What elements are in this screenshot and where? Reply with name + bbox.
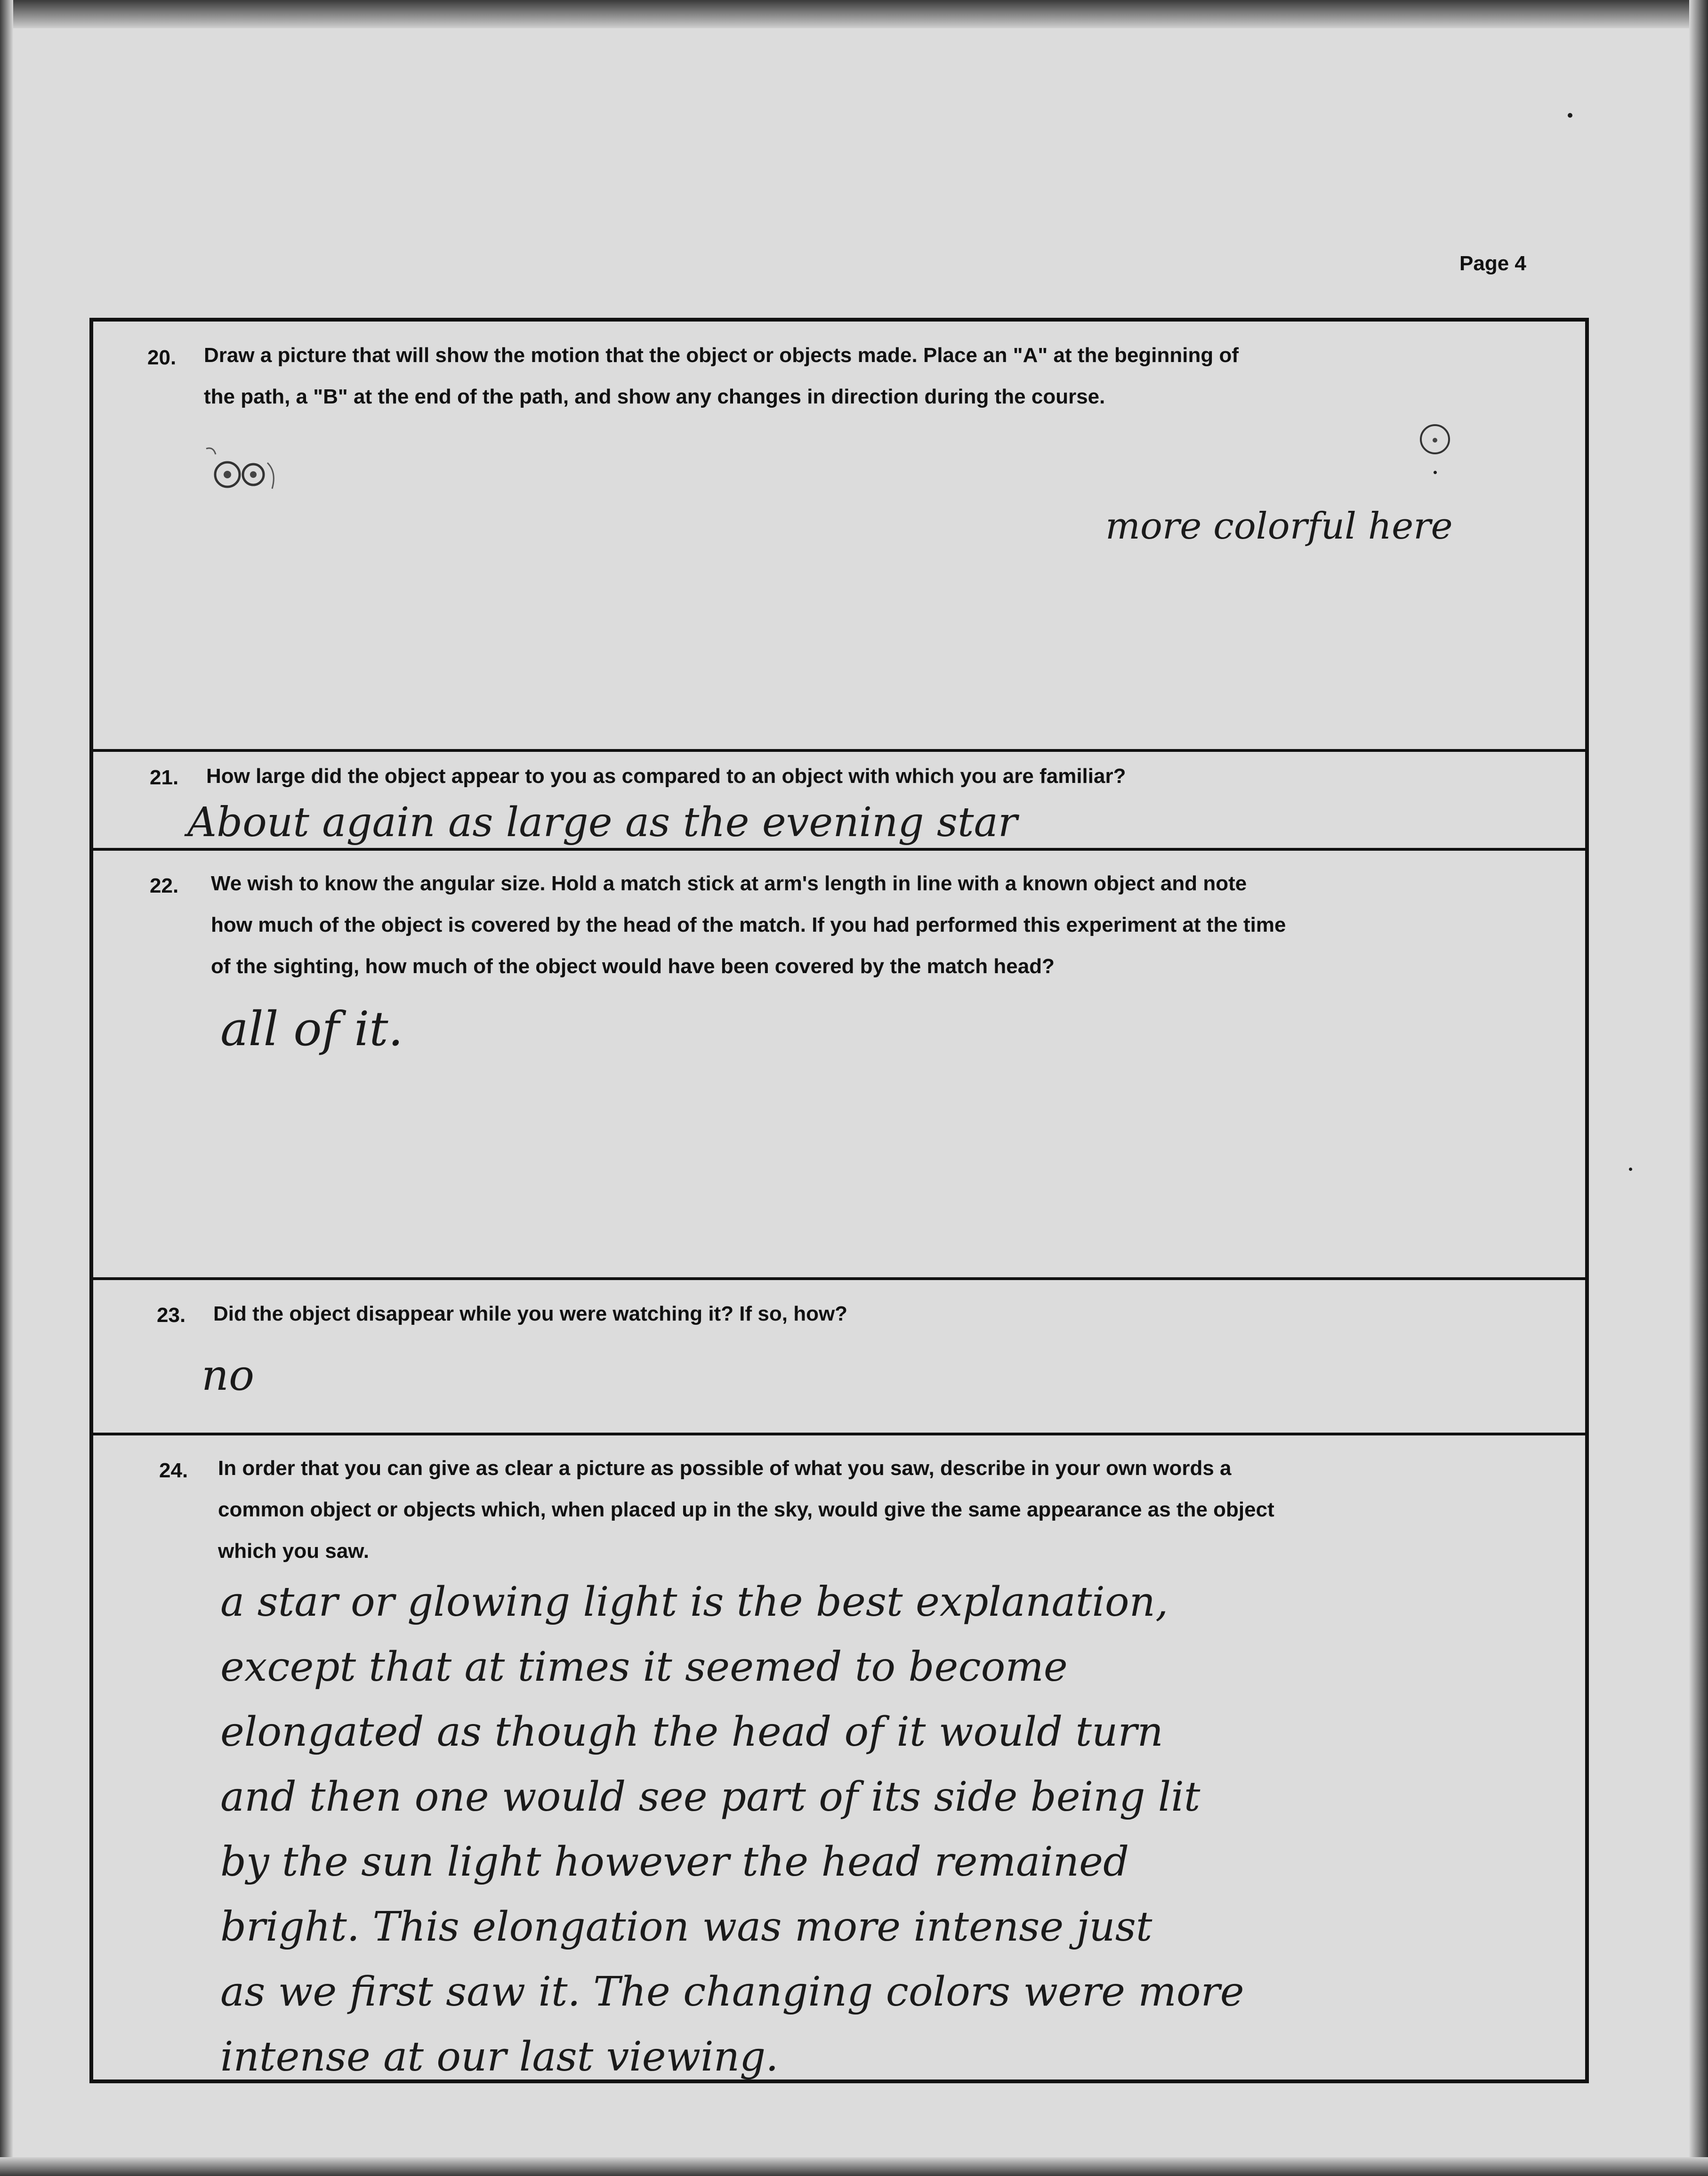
handwritten-answer: About again as large as the evening star bbox=[187, 799, 1017, 846]
question-number: 24. bbox=[159, 1459, 188, 1482]
question-text: In order that you can give as clear a picture as possible of what you saw, describe in your own words a common object or objects which, when placed up in the sky, would give the same appearance as the object which you saw. bbox=[218, 1457, 1274, 1563]
question-text: Draw a picture that will show the motion that the object or objects made. Place an "A" at the beginning of the path, a "B" at the end of the path, and show any changes in direction during the course. bbox=[204, 344, 1239, 408]
dust-speck bbox=[1568, 113, 1572, 118]
question-number: 22. bbox=[150, 874, 179, 897]
photo-edge bbox=[0, 2157, 1708, 2176]
question-23-section bbox=[93, 1277, 1585, 1435]
handwritten-answer: no bbox=[201, 1351, 255, 1400]
photo-edge bbox=[0, 0, 13, 2176]
question-20-section bbox=[93, 322, 1585, 749]
page-number: Page 4 bbox=[1459, 252, 1526, 275]
handwritten-answer: all of it. bbox=[220, 1001, 403, 1056]
photo-edge bbox=[0, 0, 1708, 28]
dust-speck bbox=[1629, 1168, 1632, 1171]
question-text: How large did the object appear to you as compared to an object with which you are familiar? bbox=[206, 765, 1126, 788]
question-21-section bbox=[93, 749, 1585, 851]
question-number: 20. bbox=[147, 346, 177, 369]
question-number: 23. bbox=[157, 1304, 186, 1327]
drawing-sketch bbox=[201, 444, 314, 505]
handwritten-answer: a star or glowing light is the best explanation, except that at times it seemed to become elongated as though the head of it would turn and then one would see part of its side being lit by the sun light however the head remained bright. This elongation was more intense just as we first saw it. The changing colors were more intense at our last viewing. bbox=[220, 1579, 1244, 2080]
question-22-section bbox=[93, 848, 1585, 1280]
question-text: Did the object disappear while you were watching it? If so, how? bbox=[213, 1302, 848, 1325]
question-24-section bbox=[93, 1433, 1585, 2083]
photo-edge bbox=[1689, 0, 1708, 2176]
drawing-sketch bbox=[1411, 416, 1458, 463]
question-text: We wish to know the angular size. Hold a match stick at arm's length in line with a known object and note how much of the object is covered by the head of the match. If you had performed this experiment at the time of the sighting, how much of the object would have been covered by the match head? bbox=[211, 872, 1286, 978]
questionnaire-form bbox=[89, 318, 1589, 2083]
handwritten-answer: more colorful here bbox=[1105, 505, 1453, 548]
question-number: 21. bbox=[150, 766, 179, 789]
